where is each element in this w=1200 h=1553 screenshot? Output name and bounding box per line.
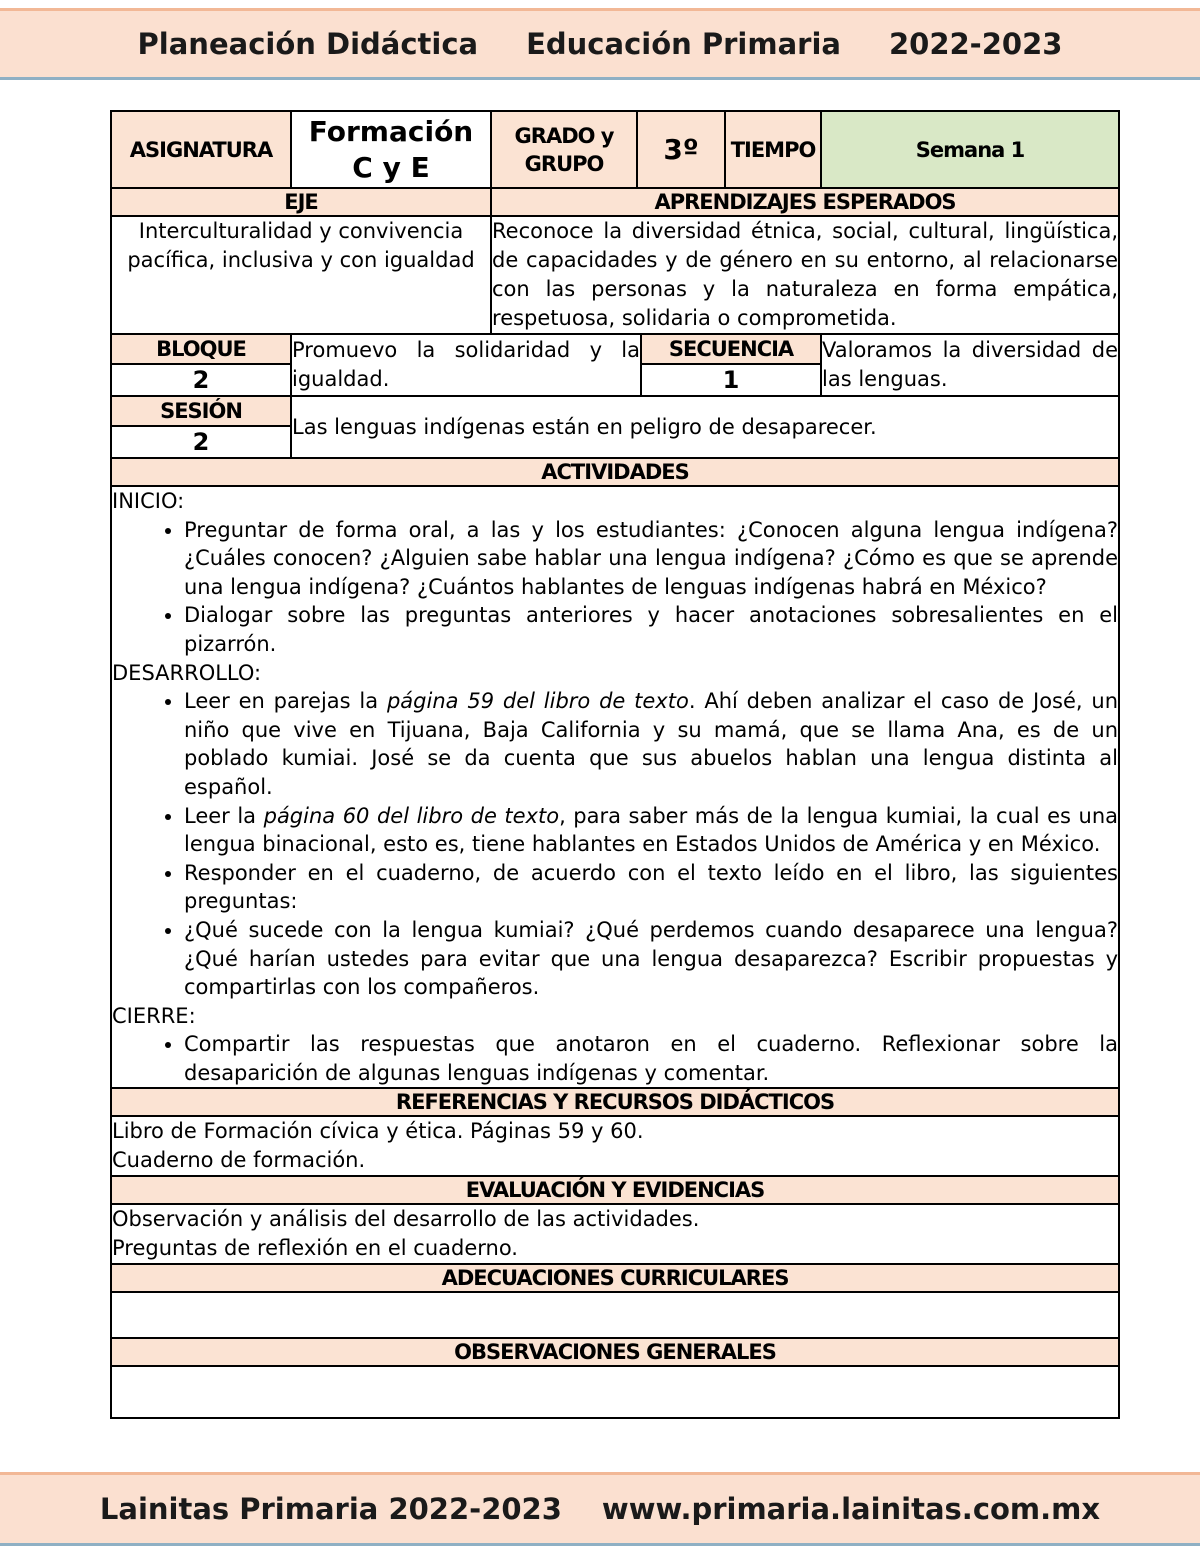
adecuaciones-body <box>111 1292 1119 1338</box>
planning-table <box>110 110 1120 1419</box>
list-item: • Dialogar sobre las preguntas anteriores y hacer anotaciones sobresalientes en el pizarrón. <box>184 601 1118 658</box>
list-item: • Leer la página 60 del libro de texto, para saber más de la lengua kumiai, la cual es una lengua binacional, esto es, tiene hablantes en Estados Unidos de América y en México. <box>184 802 1118 859</box>
list-item: • Responder en el cuaderno, de acuerdo con el texto leído en el libro, las siguientes preguntas: <box>184 859 1118 916</box>
tiempo-label: TIEMPO <box>725 111 821 188</box>
list-item: • Leer en parejas la página 59 del libro de texto. Ahí deben analizar el caso de José, un niño que vive en Tijuana, Baja California y su mamá, que se llama Ana, es de un poblado kumiai. José se da cuenta que sus abuelos hablan una lengua distinta al español. <box>184 687 1118 801</box>
referencias-title: REFERENCIAS Y RECURSOS DIDÁCTICOS <box>111 1088 1119 1116</box>
cierre-label: CIERRE: <box>112 1003 196 1028</box>
header-year: 2022-2023 <box>888 27 1063 61</box>
evaluacion-title: EVALUACIÓN Y EVIDENCIAS <box>111 1176 1119 1204</box>
asignatura-line2: C y E <box>352 150 430 184</box>
asignatura-label: ASIGNATURA <box>111 111 291 188</box>
referencias-line: Cuaderno de formación. <box>112 1148 366 1173</box>
secuencia-label: SECUENCIA <box>641 334 821 364</box>
referencias-line: Libro de Formación cívica y ética. Páginas 59 y 60. <box>112 1119 644 1144</box>
sesion-value: 2 <box>111 426 291 458</box>
header-title: Planeación Didáctica <box>137 27 479 61</box>
referencias-body <box>111 1116 1119 1176</box>
bloque-value: 2 <box>111 364 291 396</box>
desarrollo-label: DESARROLLO: <box>112 660 262 685</box>
activities-body <box>111 486 1119 1088</box>
sesion-text: Las lenguas indígenas están en peligro de desaparecer. <box>291 396 1119 458</box>
adecuaciones-title: ADECUACIONES CURRICULARES <box>111 1264 1119 1292</box>
actividades-title: ACTIVIDADES <box>111 458 1119 486</box>
inicio-label: INICIO: <box>112 489 185 513</box>
observaciones-title: OBSERVACIONES GENERALES <box>111 1338 1119 1366</box>
footer-website: www.primaria.lainitas.com.mx <box>601 1492 1101 1526</box>
bloque-text: Promuevo la solidaridad y la igualdad. <box>291 334 641 396</box>
inicio-list <box>112 516 1118 659</box>
grado-value: 3º <box>637 111 725 188</box>
sesion-label: SESIÓN <box>111 396 291 426</box>
aprendizajes-label: APRENDIZAJES ESPERADOS <box>491 188 1119 216</box>
aprendizajes-value: Reconoce la diversidad étnica, social, cultural, lingüística, de capacidades y de género en su entorno, al relacionarse con las personas y la naturaleza en forma empática, respetuosa, solidaria o comprometida. <box>491 216 1119 334</box>
footer-banner <box>0 1472 1200 1546</box>
observaciones-body <box>111 1366 1119 1418</box>
desarrollo-list <box>112 687 1118 1002</box>
tiempo-value: Semana 1 <box>821 111 1119 188</box>
list-item: • ¿Qué sucede con la lengua kumiai? ¿Qué perdemos cuando desaparece una lengua? ¿Qué harían ustedes para evitar que una lengua desaparezca? Escribir propuestas y compartirlas con los compañeros. <box>184 916 1118 1002</box>
eje-value: Interculturalidad y convivencia pacífica, inclusiva y con igualdad <box>111 216 491 334</box>
header-subtitle: Educación Primaria <box>526 27 841 61</box>
book-reference: página 60 del libro de texto <box>263 803 560 828</box>
evaluacion-line: Observación y análisis del desarrollo de las actividades. <box>112 1207 700 1232</box>
list-item: • Preguntar de forma oral, a las y los estudiantes: ¿Conocen alguna lengua indígena? ¿Cuáles conocen? ¿Alguien sabe hablar una lengua indígena? ¿Cómo es que se aprende una lengua indígena? ¿Cuántos hablantes de lenguas indígenas habrá en México? <box>184 516 1118 602</box>
evaluacion-line: Preguntas de reflexión en el cuaderno. <box>112 1236 518 1261</box>
footer-brand: Lainitas Primaria 2022-2023 <box>99 1492 562 1526</box>
bloque-label: BLOQUE <box>111 334 291 364</box>
secuencia-value: 1 <box>641 364 821 396</box>
secuencia-text: Valoramos la diversidad de las lenguas. <box>821 334 1119 396</box>
grado-label: GRADO y GRUPO <box>491 111 637 188</box>
asignatura-value <box>291 111 491 188</box>
list-item: • Compartir las respuestas que anotaron en el cuaderno. Reflexionar sobre la desaparición de algunas lenguas indígenas y comentar. <box>184 1030 1118 1087</box>
book-reference: página 59 del libro de texto <box>386 689 689 714</box>
eje-label: EJE <box>111 188 491 216</box>
evaluacion-body <box>111 1204 1119 1264</box>
asignatura-line1: Formación <box>308 114 474 148</box>
cierre-list <box>112 1030 1118 1087</box>
header-banner <box>0 8 1200 80</box>
